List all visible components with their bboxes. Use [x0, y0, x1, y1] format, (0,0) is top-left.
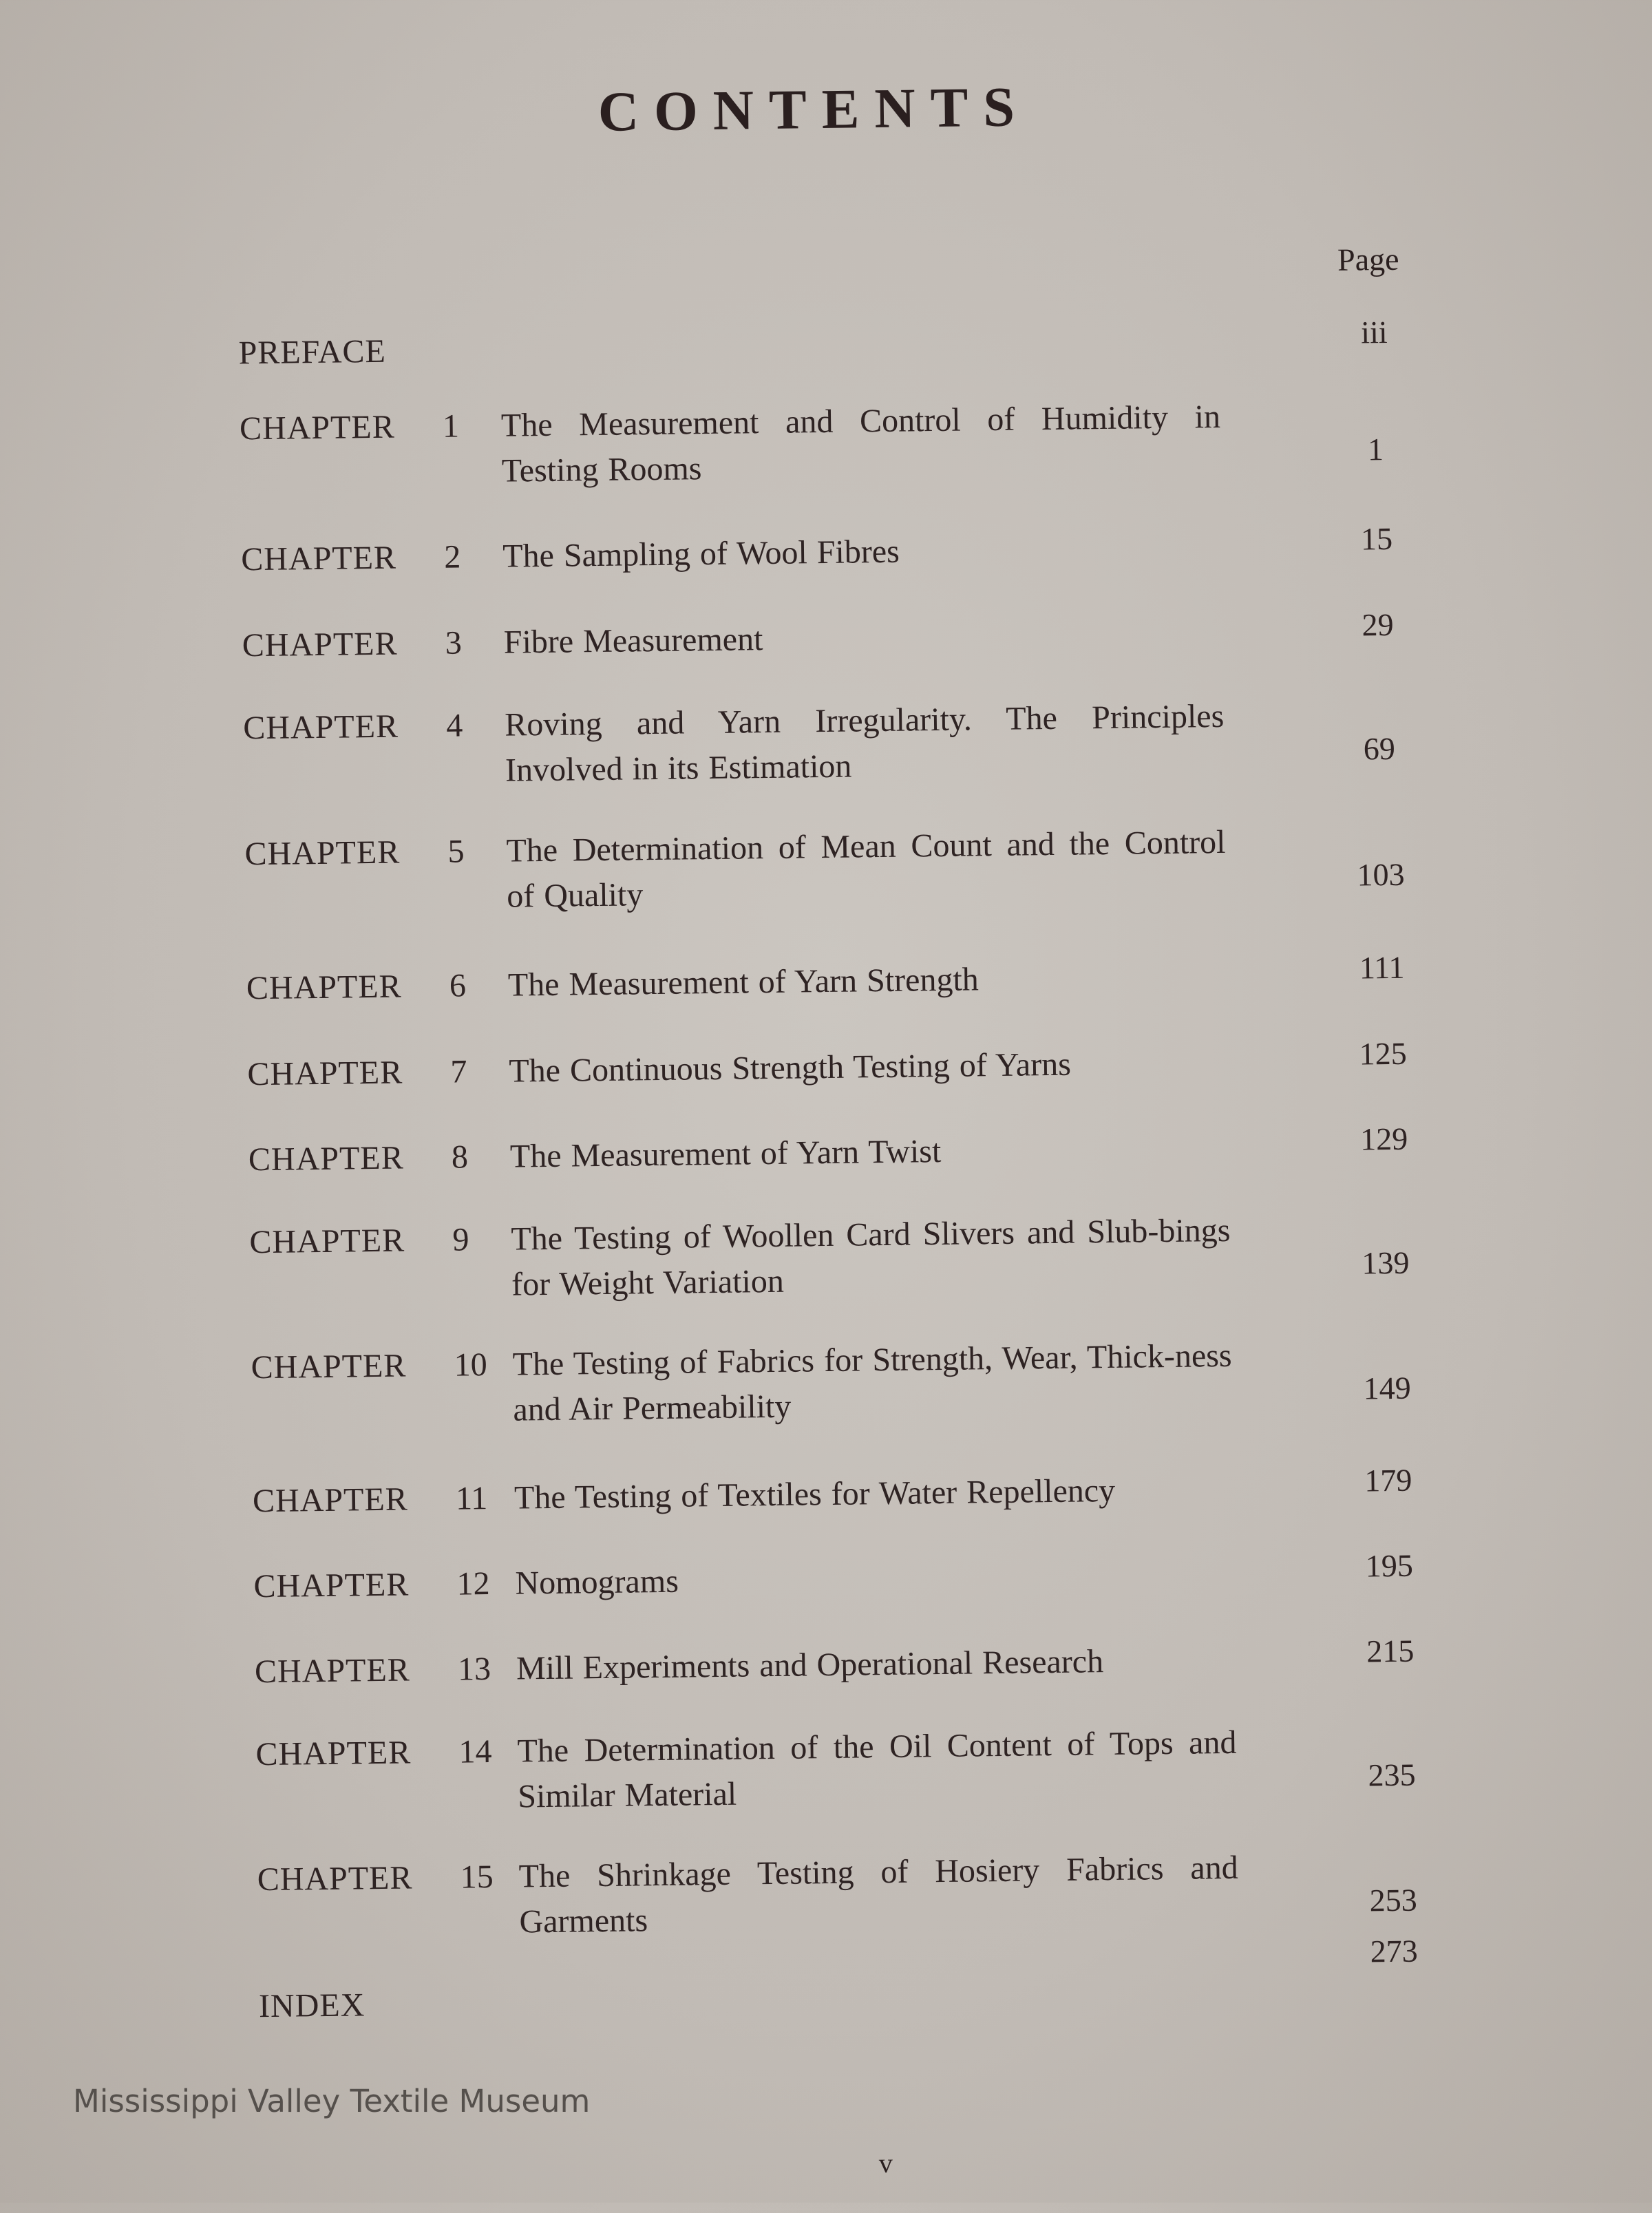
page-column-header: Page [1337, 241, 1399, 277]
entry-label: CHAPTER [242, 708, 399, 747]
entry-page-number: iii [1360, 314, 1388, 350]
entry-label: CHAPTER [242, 625, 398, 664]
entry-title: The Testing of Textiles for Water Repellency [513, 1472, 1116, 1516]
toc-entry-chapter-14 [8, 1715, 1652, 1815]
entry-label: CHAPTER [249, 1222, 405, 1261]
toc-entry-chapter-13 [7, 1632, 1652, 1691]
toc-entry-chapter-7 [0, 1035, 1651, 1093]
entry-page-number: 1 [1367, 432, 1384, 467]
entry-label: CHAPTER [248, 1139, 404, 1178]
entry-page-number: 139 [1362, 1245, 1410, 1281]
entry-chapter-number: 12 [456, 1565, 490, 1602]
entry-title: The Testing of Fabrics for Strength, Wear, Thick-ness and Air Permeability [512, 1337, 1232, 1428]
entry-page-number: 273 [1370, 1933, 1418, 1969]
entry-title: The Measurement of Yarn Twist [509, 1132, 942, 1175]
entry-chapter-number: 3 [445, 624, 463, 661]
entry-page-number: 253 [1369, 1882, 1418, 1918]
toc-entry-chapter-11 [5, 1461, 1652, 1520]
entry-title: The Determination of the Oil Content of Tops and Similar Material [517, 1724, 1237, 1815]
toc-entry-chapter-6 [0, 949, 1650, 1007]
entry-title: The Determination of Mean Count and the Control of Quality [506, 823, 1226, 915]
entry-chapter-number: 9 [452, 1221, 469, 1258]
entry-label: CHAPTER [239, 408, 396, 447]
toc-entry-chapter-8 [1, 1120, 1652, 1178]
entry-label: CHAPTER [244, 834, 401, 873]
entry-page-number: 111 [1359, 949, 1405, 986]
entry-title: The Measurement of Yarn Strength [507, 961, 979, 1004]
entry-chapter-number: 2 [443, 538, 461, 575]
entry-chapter-number: 8 [451, 1139, 469, 1176]
toc-entry-preface [0, 313, 1642, 372]
entry-label: INDEX [258, 1987, 366, 2025]
toc-entry-chapter-15 [9, 1840, 1652, 1940]
entry-chapter-number: 10 [454, 1346, 487, 1384]
entry-label: PREFACE [238, 332, 387, 372]
entry-page-number: 195 [1365, 1547, 1414, 1584]
entry-label: CHAPTER [254, 1651, 411, 1691]
entry-label: CHAPTER [255, 1734, 412, 1773]
entry-page-number: 125 [1359, 1035, 1408, 1072]
toc-entry-chapter-9 [1, 1203, 1652, 1303]
entry-label: CHAPTER [257, 1859, 413, 1898]
entry-chapter-number: 13 [457, 1651, 491, 1688]
entry-page-number: 29 [1362, 606, 1394, 643]
entry-title: The Shrinkage Testing of Hosiery Fabrics and Garments [518, 1849, 1238, 1940]
entry-chapter-number: 7 [450, 1053, 467, 1090]
contents-heading: CONTENTS [597, 75, 1030, 143]
entry-page-number: 235 [1368, 1757, 1416, 1793]
toc-entry-chapter-2 [0, 520, 1645, 578]
entry-title: The Sampling of Wool Fibres [502, 533, 900, 575]
entry-page-number: 149 [1363, 1370, 1411, 1406]
entry-chapter-number: 5 [447, 833, 465, 870]
toc-entry-chapter-1 [0, 389, 1643, 489]
entry-chapter-number: 6 [449, 967, 467, 1004]
watermark-text: Mississippi Valley Textile Museum [73, 2083, 591, 2119]
toc-entry-chapter-12 [6, 1547, 1652, 1605]
toc-entry-chapter-4 [0, 688, 1647, 789]
entry-label: CHAPTER [252, 1481, 409, 1520]
entry-title: The Measurement and Control of Humidity in Testing Rooms [500, 398, 1221, 489]
entry-title: The Continuous Strength Testing of Yarns [509, 1046, 1072, 1090]
entry-label: CHAPTER [253, 1566, 410, 1605]
entry-title: The Testing of Woollen Card Slivers and Slub-bings for Weight Variation [511, 1211, 1231, 1303]
entry-chapter-number: 14 [458, 1733, 492, 1770]
toc-entry-chapter-10 [3, 1328, 1652, 1428]
entry-page-number: 129 [1359, 1121, 1408, 1157]
entry-label: CHAPTER [246, 968, 402, 1007]
entry-page-number: 215 [1366, 1633, 1415, 1669]
entry-chapter-number: 4 [445, 707, 463, 744]
entry-title: Roving and Yarn Irregularity. The Principles Involved in its Estimation [504, 697, 1225, 789]
entry-title: Mill Experiments and Operational Research [516, 1643, 1104, 1687]
entry-label: CHAPTER [251, 1347, 407, 1386]
entry-label: CHAPTER [240, 539, 397, 578]
entry-page-number: 103 [1357, 856, 1405, 893]
toc-entry-index [11, 1933, 1652, 2025]
entry-chapter-number: 11 [455, 1480, 488, 1517]
entry-page-number: 15 [1360, 520, 1393, 557]
entry-chapter-number: 1 [442, 407, 460, 445]
entry-title: Fibre Measurement [503, 621, 763, 661]
entry-title: Nomograms [515, 1563, 679, 1602]
toc-entry-chapter-3 [0, 606, 1646, 664]
page-folio: v [878, 2147, 893, 2179]
entry-page-number: 69 [1363, 730, 1396, 767]
entry-page-number: 179 [1364, 1462, 1412, 1499]
entry-chapter-number: 15 [460, 1858, 494, 1896]
entry-label: CHAPTER [247, 1054, 403, 1093]
toc-entry-chapter-5 [0, 814, 1649, 915]
